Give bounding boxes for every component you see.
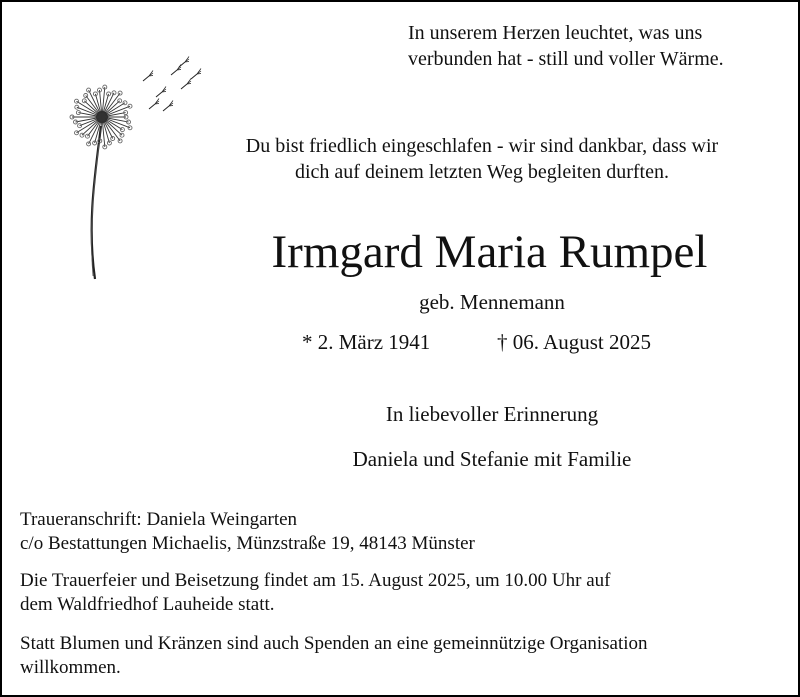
donation-note	[20, 632, 790, 680]
birth-date: * 2. März 1941	[302, 330, 431, 354]
deceased-name: Irmgard Maria Rumpel	[271, 226, 708, 278]
farewell-line-1: Du bist friedlich eingeschlafen - wir sind dankbar, dass wir	[245, 135, 719, 157]
maiden-name: geb. Mennemann	[419, 290, 565, 314]
donation-line-2: willkommen.	[20, 657, 121, 678]
ceremony-line-1: Die Trauerfeier und Beisetzung findet am 15. August 2025, um 10.00 Uhr auf	[20, 570, 611, 591]
farewell-line-2: dich auf deinem letzten Weg begleiten durften.	[295, 161, 669, 183]
motto-line-1: In unserem Herzen leuchtet, was uns	[408, 22, 703, 44]
ceremony-info	[20, 569, 790, 617]
mourners: Daniela und Stefanie mit Familie	[352, 447, 632, 471]
address-line-2: c/o Bestattungen Michaelis, Münzstraße 19, 48143 Münster	[20, 533, 475, 554]
memory-text: In liebevoller Erinnerung	[385, 402, 599, 426]
ceremony-line-2: dem Waldfriedhof Lauheide statt.	[20, 594, 275, 615]
farewell-text	[172, 133, 792, 185]
motto-text	[408, 20, 788, 72]
death-date: † 06. August 2025	[497, 330, 652, 354]
address-line-1: Traueranschrift: Daniela Weingarten	[20, 509, 298, 530]
donation-line-1: Statt Blumen und Kränzen sind auch Spenden an eine gemeinnützige Organisation	[20, 633, 648, 654]
mourning-address	[20, 508, 790, 556]
motto-line-2: verbunden hat - still und voller Wärme.	[408, 48, 724, 70]
